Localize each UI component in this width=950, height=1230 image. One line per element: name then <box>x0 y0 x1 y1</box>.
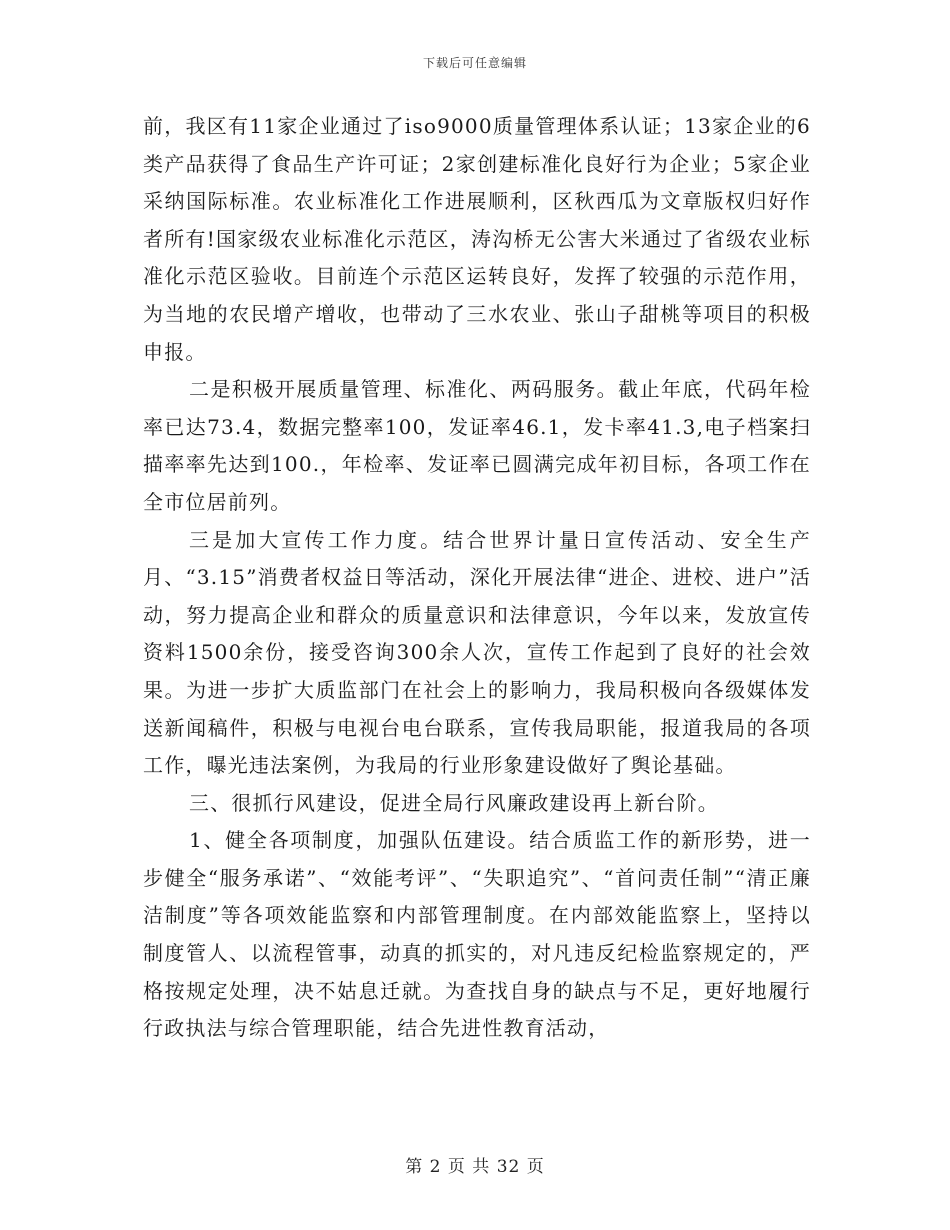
document-body <box>143 108 811 1048</box>
paragraph-quality-certification: 前，我区有11家企业通过了iso9000质量管理体系认证；13家企业的6类产品获得了食品生产许可证；2家创建标准化良好行为企业；5家企业采纳国际标准。农业标准化工作进展顺利，区秋西瓜为文章版权归好作者所有!国家级农业标准化示范区，涛沟桥无公害大米通过了省级农业标准化示范区验收。目前连个示范区运转良好，发挥了较强的示范作用，为当地的农民增产增收，也带动了三水农业、张山子甜桃等项目的积极申报。 <box>143 114 811 364</box>
page-header: 下载后可任意编辑 <box>422 56 527 70</box>
paragraph-publicity-work: 三是加大宣传工作力度。结合世界计量日宣传活动、安全生产月、“3.15”消费者权益日等活动，深化开展法律“进企、进校、进户”活动，努力提高企业和群众的质量意识和法律意识，今年以来，发放宣传资料1500余份，接受咨询300余人次，宣传工作起到了良好的社会效果。为进一步扩大质监部门在社会上的影响力，我局积极向各级媒体发送新闻稿件，积极与电视台电台联系，宣传我局职能，报道我局的各项工作，曝光违法案例，为我局的行业形象建设做好了舆论基础。 <box>143 527 811 778</box>
paragraph-standardization-service: 二是积极开展质量管理、标准化、两码服务。截止年底，代码年检率已达73.4，数据完整率100，发证率46.1，发卡率41.3,电子档案扫描率率先达到100.，年检率、发证率已圆满完成年初目标，各项工作在全市位居前列。 <box>143 377 811 514</box>
section-heading-conduct-building: 三、很抓行风建设，促进全局行风廉政建设再上新台阶。 <box>189 790 719 815</box>
paragraph-institution-building: 1、健全各项制度，加强队伍建设。结合质监工作的新形势，进一步健全“服务承诺”、“效能考评”、“失职追究”、“首问责任制”“清正廉洁制度”等各项效能监察和内部管理制度。在内部效能监察上，坚持以制度管人、以流程管事，动真的抓实的，对凡违反纪检监察规定的，严格按规定处理，决不姑息迁就。为查找自身的缺点与不足，更好地履行行政执法与综合管理职能，结合先进性教育活动， <box>143 828 811 1041</box>
page-number-footer: 第 2 页 共 32 页 <box>405 1157 545 1177</box>
